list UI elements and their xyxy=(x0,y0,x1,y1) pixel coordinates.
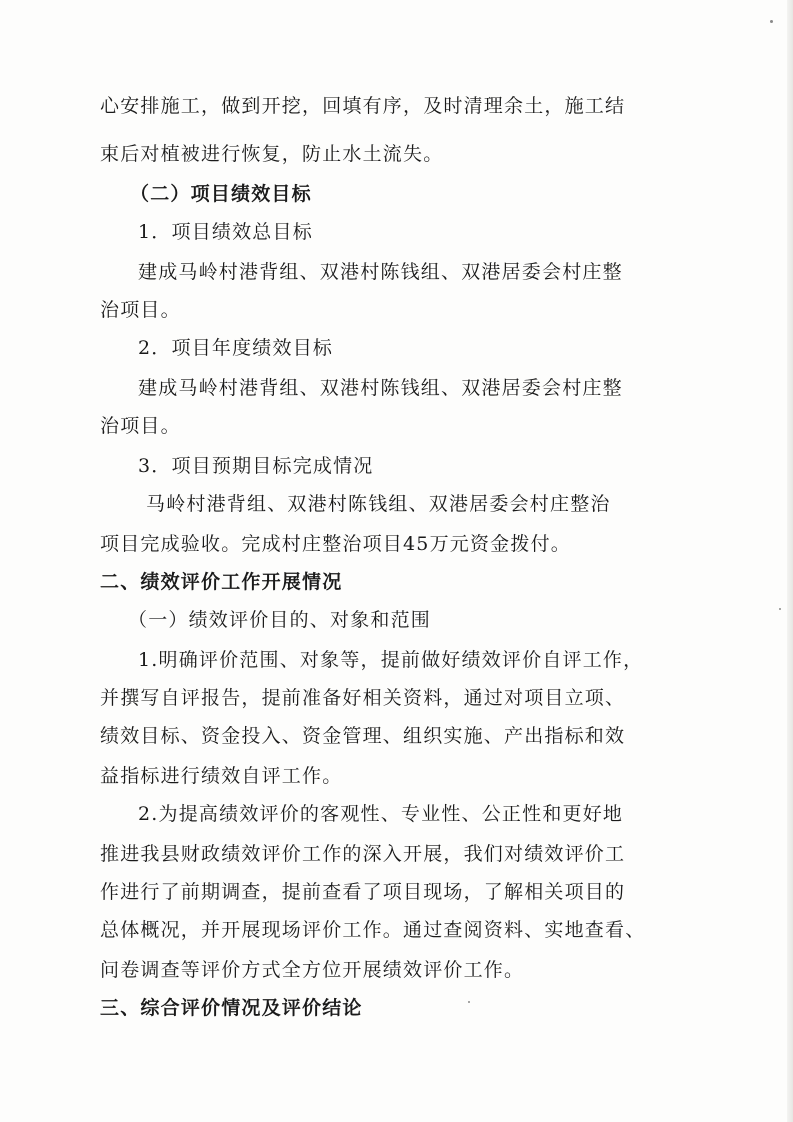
chapter-heading: 二、绩效评价工作开展情况 xyxy=(100,571,343,593)
body-text-line: 心安排施工，做到开挖，回填有序，及时清理余土，施工结 xyxy=(100,95,626,117)
section-heading: （一）绩效评价目的、对象和范围 xyxy=(128,609,432,631)
body-text-line: 作进行了前期调查，提前查看了项目现场，了解相关项目的 xyxy=(100,881,626,903)
scan-speck xyxy=(770,20,773,23)
body-text-line: 束后对植被进行恢复，防止水土流失。 xyxy=(100,143,444,165)
body-text-line: 绩效目标、资金投入、资金管理、组织实施、产出指标和效 xyxy=(100,725,626,747)
scan-speck xyxy=(468,1001,470,1003)
body-text-line: 治项目。 xyxy=(100,415,181,437)
subsection-heading: 3．项目预期目标完成情况 xyxy=(138,455,374,477)
body-text-line: 项目完成验收。完成村庄整治项目45万元资金拨付。 xyxy=(100,533,571,555)
body-text-line: 2.为提高绩效评价的客观性、专业性、公正性和更好地 xyxy=(138,803,624,825)
body-text-line: 建成马岭村港背组、双港村陈钱组、双港居委会村庄整 xyxy=(138,261,623,283)
body-text-line: 治项目。 xyxy=(100,299,181,321)
body-text-line: 推进我县财政绩效评价工作的深入开展，我们对绩效评价工 xyxy=(100,843,626,865)
section-heading: （二）项目绩效目标 xyxy=(130,183,312,205)
body-text-line: 总体概况，并开展现场评价工作。通过查阅资料、实地查看、 xyxy=(100,919,646,941)
scan-edge-shadow xyxy=(787,0,793,1122)
body-text-line: 问卷调查等评价方式全方位开展绩效评价工作。 xyxy=(100,959,525,981)
subsection-heading: 1．项目绩效总目标 xyxy=(138,221,313,243)
body-text-line: 马岭村港背组、双港村陈钱组、双港居委会村庄整治 xyxy=(146,493,611,515)
body-text-line: 1.明确评价范围、对象等，提前做好绩效评价自评工作， xyxy=(138,649,644,671)
body-text-line: 益指标进行绩效自评工作。 xyxy=(100,765,343,787)
body-text-line: 建成马岭村港背组、双港村陈钱组、双港居委会村庄整 xyxy=(138,377,623,399)
subsection-heading: 2．项目年度绩效目标 xyxy=(138,337,334,359)
chapter-heading: 三、综合评价情况及评价结论 xyxy=(100,997,363,1019)
scan-speck xyxy=(779,608,781,610)
body-text-line: 并撰写自评报告，提前准备好相关资料，通过对项目立项、 xyxy=(100,687,626,709)
